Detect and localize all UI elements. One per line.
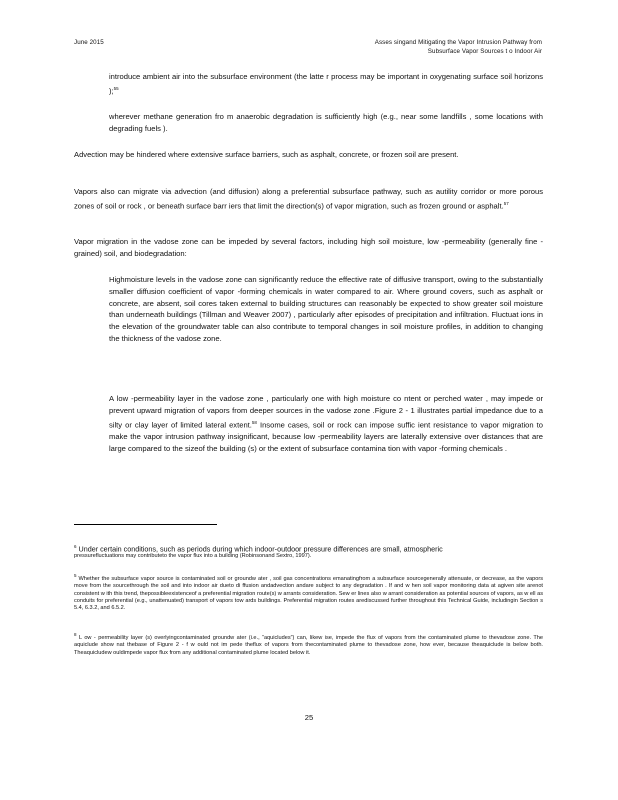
paragraph-preferential-pathway	[74, 186, 543, 212]
footnote-1-lead: Under certain conditions, such as periods during which indoor-outdoor pressure differences are small, atmospheric	[78, 544, 443, 554]
bullet-low-permeability-text-b: Insome cases, soil or rock can impose suffic ient resistance to vapor migration to make the vapor intrusion pathway insignificant, because low -permeability layers are laterally extensive over distances that are large compared to the sizeof the building (s) or the extent of subsurface contamina tion with vapor -forming chemicals .	[109, 420, 543, 453]
bullet-low-permeability	[109, 393, 543, 455]
footnote-2-marker: 5	[74, 573, 77, 578]
footnote-ref-57: 57	[503, 200, 509, 206]
footnote-ref-58: 58	[251, 419, 257, 425]
footnote-3	[74, 631, 543, 657]
bullet-high-moisture: Highmoisture levels in the vadose zone can significantly reduce the effective rate of diffusive transport, owing to the substantially smaller diffusion coefficient of vapor -forming chemicals in water compared to air. Where ground covers, such as asphalt or concrete, are absent, soil cores taken external to building structures can reasonably be expected to show greater soil moisture than underneath buildings (Tillman and Weaver 2007) , particularly after episodes of precipitation and infiltration. Fluctuat ions in the elevation of the groundwater table can also contribute to temporal changes in soil moisture profiles, in addition to changing the thickness of the vadose zone.	[109, 275, 543, 343]
header-title-line2: Subsurface Vapor Sources t o Indoor Air	[427, 48, 542, 55]
paragraph-vadose-impediment: Vapor migration in the vadose zone can be impeded by several factors, including high soil moisture, low -permeability (generally fine -grained) soil, and biodegradation:	[74, 237, 543, 258]
continued-paragraph-text: introduce ambient air into the subsurface environment (the latte r process may be important in oxygenating surface soil horizons );	[109, 72, 543, 96]
header-date: June 2015	[74, 39, 104, 46]
footnote-1-continuation: pressurefluctuations may contributeto the vapor flux into a building (Robinsonand Sextro, 1997).	[74, 553, 312, 559]
footnote-ref-55: 55	[113, 85, 119, 91]
footnote-2	[74, 572, 543, 613]
paragraph-preferential-pathway-text: Vapors also can migrate via advection (and diffusion) along a preferential subsurface pathway, such as autility corridor or more porous zones of soil or rock , or beneath surface barr iers that limit the direction(s) of vapor migration, such as frozen ground or asphalt.	[74, 187, 543, 211]
footnote-divider	[74, 524, 217, 525]
footnote-3-text: L ow - permeability layer (s) overlyingcontaminated groundw ater (i.e., “aquicludes”) can, likew ise, impede the flux of vapors from the contaminated plume to thevadose zone. The aquiclude show nat thebase of Figure 2 - f w ould not im pede theflux of vapors from thecontaminated plume to thevadose zone, how ever, because theaquiclude is below both. Theaquicludew ouldimpede vapor flux from any additional contaminated plume located below it.	[74, 634, 543, 656]
bullet-low-permeability-text-a: A low -permeability layer in the vadose zone , particularly one with high moisture co ntent or perched water , may impede or prevent upward migration of vapors from deeper sources in the vadose zone .Figure 2 - 1 illustrates partial impedance due to a silty or clay layer of limited lateral extent.	[109, 394, 543, 430]
footnote-1-marker: 6	[74, 544, 77, 549]
footnote-3-marker: 8	[74, 632, 77, 637]
bullet-methane: wherever methane generation fro m anaerobic degradation is sufficiently high (e.g., near some landfills , some locations with degrading fuels ).	[109, 112, 543, 133]
footnote-1	[74, 543, 554, 553]
paragraph-advection: Advection may be hindered where extensive surface barriers, such as asphalt, concrete, or frozen soil are present.	[74, 150, 459, 159]
continued-paragraph	[109, 71, 543, 97]
footnote-2-text: Whether the subsurface vapor source is contaminated soil or groundw ater , soil gas concentrations emanatingfrom a subsurface sourcegenerally attenuate, or decrease, as the vapors move from the sourcethrough the soil and into indoor air dueto di ffusion andadvection andare subject to any degradation . If and w hen soil vapor monitoring data at agiven site arenot consistent w ith this trend, thepossibleexistenceof a preferential migration route(s) w arrants consideration. Sew er lines also w arrant consideration as potential sources of vapors, as w ell as conduits for preferential (e.g., unattenuated) transport of vapors tow ards buildings. Preferential migration routes arediscussed further throughout this Technical Guide, includingin Section s 5.4, 6.3.2, and 6.5.2.	[74, 575, 543, 612]
header-title-line1: Asses singand Mitigating the Vapor Intrusion Pathway from	[374, 39, 542, 46]
page-number: 25	[304, 713, 314, 722]
